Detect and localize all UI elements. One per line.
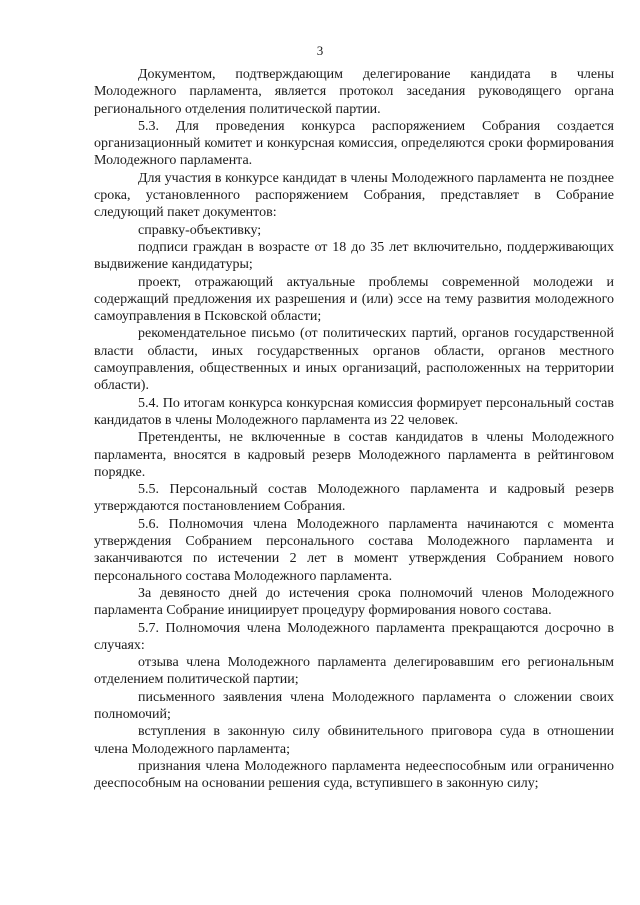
- paragraph-ninety-days: За девяносто дней до истечения срока полномочий членов Молодежного парламента Собрание инициирует процедуру формирования нового состава.: [94, 585, 614, 619]
- list-item-recommendation: рекомендательное письмо (от политических партий, органов государственной власти области, иных государственных органов области, органов местного самоуправления, общественных и иных организаций, расположенных на территории области).: [94, 326, 614, 394]
- document-body: [94, 66, 614, 792]
- paragraph-5-5: 5.5. Персональный состав Молодежного парламента и кадровый резерв утверждаются постановлением Собрания.: [94, 482, 614, 515]
- list-item-resume: справку-объективку;: [138, 222, 262, 238]
- paragraph-delegation-document: Документом, подтверждающим делегирование кандидата в члены Молодежного парламента, является протокол заседания руководящего органа регионального отделения политической партии.: [94, 67, 614, 117]
- paragraph-reserve: Претенденты, не включенные в состав кандидатов в члены Молодежного парламента, вносятся в кадровый резерв Молодежного парламента в рейтинговом порядке.: [94, 430, 614, 480]
- list-item-signatures: подписи граждан в возрасте от 18 до 35 лет включительно, поддерживающих выдвижение кандидатуры;: [94, 239, 614, 273]
- list-item-conviction: вступления в законную силу обвинительного приговора суда в отношении члена Молодежного парламента;: [94, 724, 614, 757]
- page-number: 3: [316, 43, 324, 58]
- list-item-project: проект, отражающий актуальные проблемы современной молодежи и содержащий предложения их разрешения и (или) эссе на тему развития молодежного самоуправления в Псковской области;: [94, 274, 614, 325]
- list-item-incapacity: признания члена Молодежного парламента недееспособным или ограниченно дееспособным на основании решения суда, вступившего в законную силу;: [94, 758, 614, 792]
- paragraph-5-3: 5.3. Для проведения конкурса распоряжением Собрания создается организационный комитет и конкурсная комиссия, определяются сроки формирования Молодежного парламента.: [94, 118, 614, 169]
- paragraph-participation: Для участия в конкурсе кандидат в члены Молодежного парламента не позднее срока, установленного распоряжением Собрания, представляет в Собрание следующий пакет документов:: [94, 170, 614, 221]
- list-item-recall: отзыва члена Молодежного парламента делегировавшим его региональным отделением политической партии;: [94, 655, 614, 688]
- paragraph-5-4: 5.4. По итогам конкурса конкурсная комиссия формирует персональный состав кандидатов в члены Молодежного парламента из 22 человек.: [94, 395, 614, 428]
- paragraph-5-7: 5.7. Полномочия члена Молодежного парламента прекращаются досрочно в случаях:: [94, 620, 614, 653]
- list-item-resignation: письменного заявления члена Молодежного парламента о сложении своих полномочий;: [94, 689, 614, 722]
- paragraph-5-6: 5.6. Полномочия члена Молодежного парламента начинаются с момента утверждения Собранием персонального состава Молодежного парламента и заканчиваются по истечении 2 лет в момент утверждения Собранием нового персонального состава Молодежного парламента.: [94, 516, 614, 584]
